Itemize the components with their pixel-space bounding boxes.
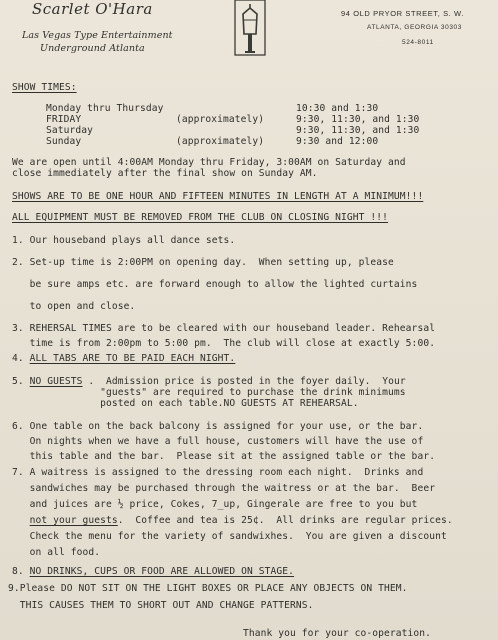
rule-7-line-2: sandwiches may be purchased through the waitress or at the bar. Beer bbox=[12, 483, 436, 494]
closing-line: Thank you for your co-operation. bbox=[243, 628, 432, 639]
lantern-icon bbox=[234, 0, 266, 56]
rule-3-line-2: time is from 2:00pm to 5:00 pm. The club will close at exactly 5:00. bbox=[12, 338, 436, 349]
club-tagline-2: Underground Atlanta bbox=[40, 43, 145, 54]
equipment-notice: ALL EQUIPMENT MUST BE REMOVED FROM THE CLUB ON CLOSING NIGHT !!! bbox=[12, 212, 389, 223]
rule-4-number: 4. bbox=[12, 353, 30, 364]
rule-5-text: . Admission price is posted in the foyer daily. Your bbox=[82, 376, 406, 387]
rule-3-line-1: 3. REHERSAL TIMES are to be cleared with our houseband leader. Rehearsal bbox=[12, 323, 436, 334]
address-street: 94 OLD PRYOR STREET, S. W. bbox=[341, 9, 464, 18]
rule-8 bbox=[12, 566, 294, 577]
rule-9-line-2: THIS CAUSES THEM TO SHORT OUT AND CHANGE PATTERNS. bbox=[8, 600, 314, 611]
rule-6-line-3: this table and the bar. Please sit at the assigned table or the bar. bbox=[12, 451, 436, 462]
rule-4 bbox=[12, 353, 235, 364]
show-times: 9:30 and 12:00 bbox=[296, 136, 379, 147]
rule-5-line-3: posted on each table.NO GUESTS AT REHEARSAL. bbox=[12, 398, 359, 409]
rule-2-line-2: be sure amps etc. are forward enough to allow the lighted curtains bbox=[12, 279, 418, 290]
show-note: (approximately) bbox=[176, 136, 265, 147]
rule-2-line-3: to open and close. bbox=[12, 301, 136, 312]
shows-length-notice: SHOWS ARE TO BE ONE HOUR AND FIFTEEN MINUTES IN LENGTH AT A MINIMUM!!! bbox=[12, 191, 424, 202]
show-times-heading: SHOW TIMES: bbox=[12, 82, 77, 93]
show-times: 9:30, 11:30, and 1:30 bbox=[296, 125, 420, 136]
rule-7-line-1: 7. A waitress is assigned to the dressing room each night. Drinks and bbox=[12, 467, 424, 478]
rule-5-heading: NO GUESTS bbox=[29, 376, 83, 387]
club-tagline-1: Las Vegas Type Entertainment bbox=[22, 30, 173, 41]
show-times: 10:30 and 1:30 bbox=[296, 103, 379, 114]
rule-7-text: . Coffee and tea is 25¢. All drinks are regular prices. bbox=[117, 515, 453, 526]
rule-5-number: 5. bbox=[12, 376, 30, 387]
rule-2-line-1: 2. Set-up time is 2:00PM on opening day. When setting up, please bbox=[12, 257, 394, 268]
show-day: FRIDAY bbox=[46, 114, 82, 125]
open-hours-line-2: close immediately after the final show on Sunday AM. bbox=[12, 168, 318, 179]
rule-6-line-1: 6. One table on the back balcony is assigned for your use, or the bar. bbox=[12, 421, 424, 432]
show-note: (approximately) bbox=[176, 114, 265, 125]
rule-5-line-2: "guests" are required to purchase the drink minimums bbox=[12, 387, 406, 398]
show-day: Saturday bbox=[46, 125, 94, 136]
rule-4-text: ALL TABS ARE TO BE PAID EACH NIGHT. bbox=[29, 353, 236, 364]
rule-5-line-1 bbox=[12, 376, 406, 387]
rule-6-line-2: On nights when we have a full house, customers will have the use of bbox=[12, 436, 424, 447]
rule-9-line-1: 9.Please DO NOT SIT ON THE LIGHT BOXES OR PLACE ANY OBJECTS ON THEM. bbox=[8, 583, 408, 594]
rule-7-line-6: on all food. bbox=[12, 547, 101, 558]
rule-1: 1. Our houseband plays all dance sets. bbox=[12, 235, 236, 246]
rule-8-number: 8. bbox=[12, 566, 30, 577]
show-day: Sunday bbox=[46, 136, 82, 147]
rule-7-line-5: Check the menu for the variety of sandwixhes. You are given a discount bbox=[12, 531, 447, 542]
open-hours-line-1: We are open until 4:00AM Monday thru Friday, 3:00AM on Saturday and bbox=[12, 157, 406, 168]
rule-7-indent bbox=[12, 515, 30, 526]
address-city: ATLANTA, GEORGIA 30303 bbox=[367, 24, 462, 31]
show-times: 9:30, 11:30, and 1:30 bbox=[296, 114, 420, 125]
address-phone: 524-8011 bbox=[402, 39, 434, 46]
rule-7-line-4 bbox=[12, 515, 453, 526]
rule-8-text: NO DRINKS, CUPS OR FOOD ARE ALLOWED ON STAGE. bbox=[29, 566, 295, 577]
rule-7-guests-emphasis: not your guests bbox=[29, 515, 118, 526]
rule-7-line-3: and juices are ½ price, Cokes, 7_up, Gingerale are free to you but bbox=[12, 499, 418, 510]
club-name: Scarlet O'Hara bbox=[32, 0, 153, 18]
show-day: Monday thru Thursday bbox=[46, 103, 164, 114]
